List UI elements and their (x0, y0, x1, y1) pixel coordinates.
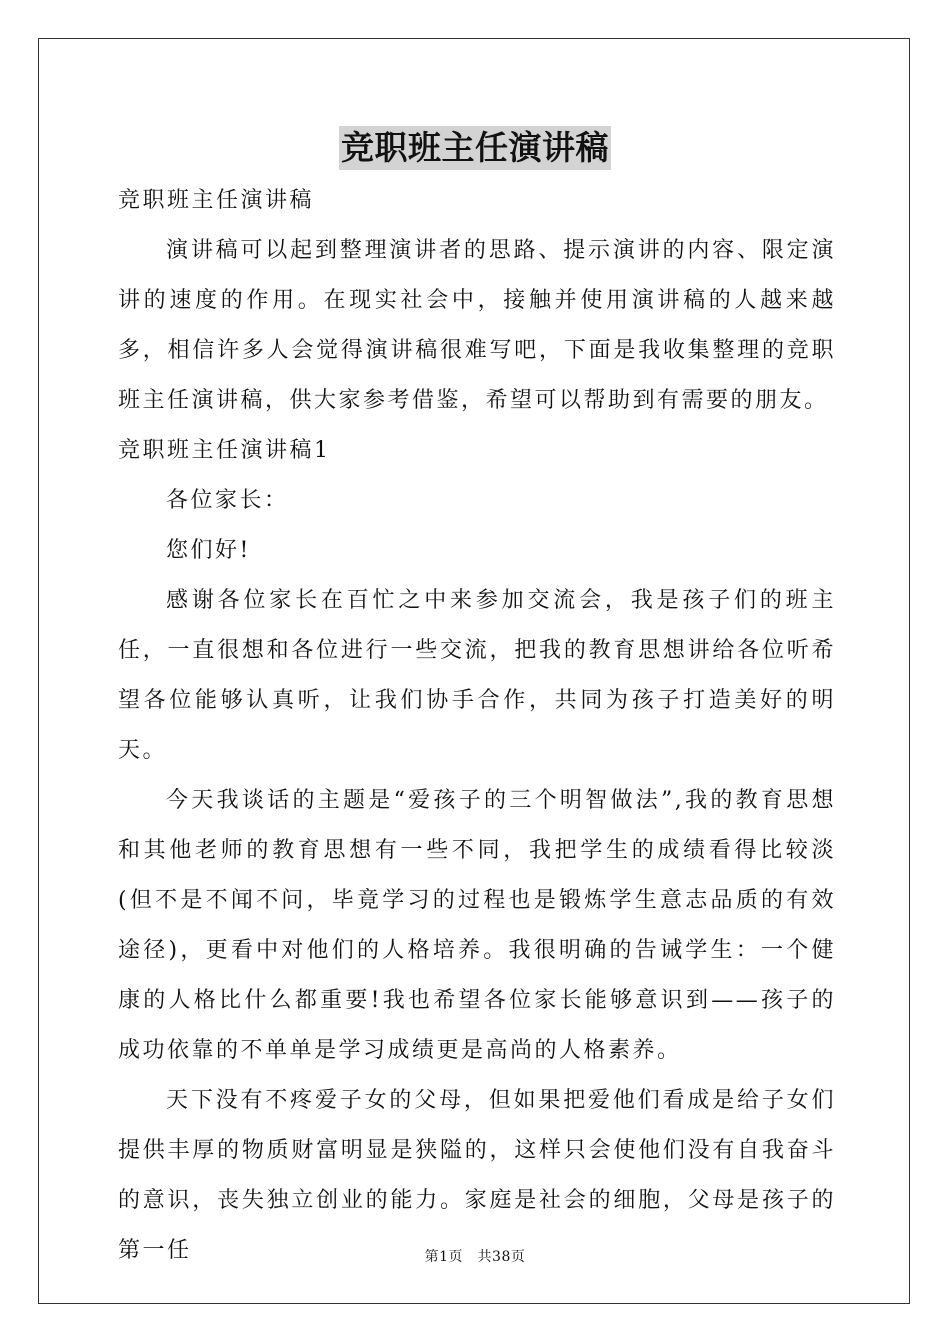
document-body (118, 176, 836, 1276)
document-title: 竞职班主任演讲稿 (339, 126, 611, 170)
greeting: 各位家长： (166, 488, 289, 513)
body-paragraph: 天下没有不疼爱子女的父母，但如果把爱他们看成是给子女们提供丰厚的物质财富明显是狭隘的，这样只会使他们没有自我奋斗的意识，丧失独立创业的能力。家庭是社会的细胞，父母是孩子的第一任 (118, 1088, 836, 1263)
title-container (0, 126, 950, 170)
subtitle: 竞职班主任演讲稿 (118, 188, 315, 213)
intro-paragraph: 演讲稿可以起到整理演讲者的思路、提示演讲的内容、限定演讲的速度的作用。在现实社会中，接触并使用演讲稿的人越来越多，相信许多人会觉得演讲稿很难写吧，下面是我收集整理的竞职班主任演讲稿，供大家参考借鉴，希望可以帮助到有需要的朋友。 (118, 238, 836, 413)
section-heading: 竞职班主任演讲稿1 (118, 438, 331, 463)
hello-line: 您们好! (166, 538, 251, 563)
body-paragraph: 今天我谈话的主题是“爱孩子的三个明智做法”,我的教育思想和其他老师的教育思想有一些不同，我把学生的成绩看得比较淡(但不是不闻不问，毕竟学习的过程也是锻炼学生意志品质的有效途径)，更看中对他们的人格培养。我很明确的告诫学生：一个健康的人格比什么都重要!我也希望各位家长能够意识到——孩子的成功依靠的不单单是学习成绩更是高尚的人格素养。 (118, 788, 836, 1063)
body-paragraph: 感谢各位家长在百忙之中来参加交流会，我是孩子们的班主任，一直很想和各位进行一些交流，把我的教育思想讲给各位听希望各位能够认真听，让我们协手合作，共同为孩子打造美好的明天。 (118, 588, 836, 763)
page-footer: 第1页 共38页 (424, 1249, 526, 1265)
